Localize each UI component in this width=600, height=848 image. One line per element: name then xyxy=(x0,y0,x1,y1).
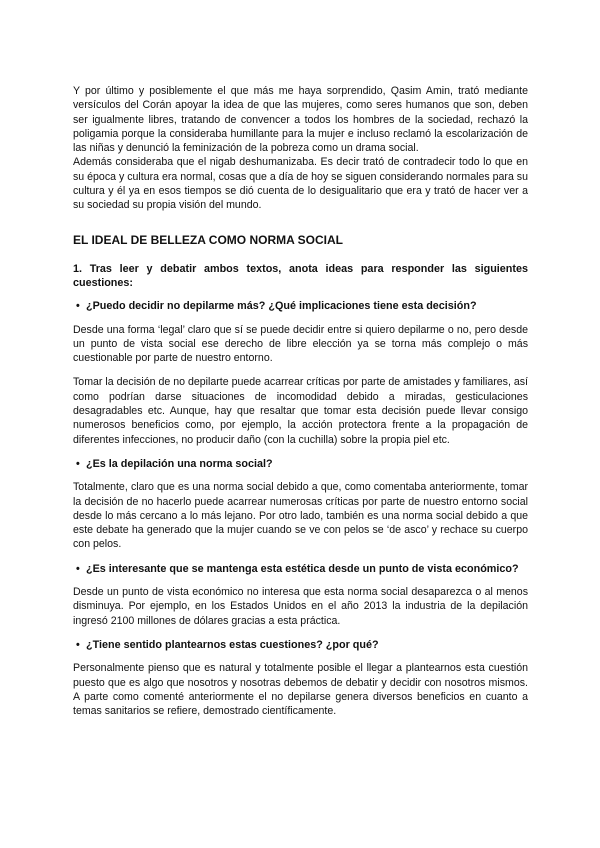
bullet-icon: • xyxy=(76,300,80,313)
answer-paragraph: Totalmente, claro que es una norma social debido a que, como comentaba anteriormente, tomar la decisión de no hacerlo puede acarrear numerosas críticas por parte de nuestro entorno social desde lo más cercano a lo más lejano. Por otro lado, también es una norma social debido a que este debate ha generado que la mujer cuando se ve con pelos se ‘de asco’ y rechace su cuerpo con pelos. xyxy=(73,481,528,551)
answer-paragraph: Tomar la decisión de no depilarte puede acarrear críticas por parte de amistades y familiares, así como podrían darse situaciones de incomodidad debido a miradas, gesticulaciones desagradables etc. Aunque, hay que resaltar que tomar esta decisión puede llevar consigo numerosos beneficios como, por ejemplo, la acción protectora frente a la propagación de diferentes infecciones, no producir daño (con la cuchilla) sobre la propia piel etc. xyxy=(73,376,528,446)
question-text: ¿Puedo decidir no depilarme más? ¿Qué implicaciones tiene esta decisión? xyxy=(86,300,477,313)
bullet-icon: • xyxy=(76,638,80,651)
question-text: ¿Tiene sentido plantearnos estas cuestiones? ¿por qué? xyxy=(86,638,379,651)
question-text: ¿Es la depilación una norma social? xyxy=(86,457,273,470)
answer-paragraph: Desde un punto de vista económico no interesa que esta norma social desaparezca o al menos disminuya. Por ejemplo, en los Estados Unidos en el año 2013 la industria de la depilación ingresó 2100 millones de dólares gracias a esta práctica. xyxy=(73,586,528,627)
question-item xyxy=(73,638,528,652)
answer-paragraph: Desde una forma ‘legal’ claro que sí se puede decidir entre si quiero depilarme o no, pero desde un punto de vista social ese derecho de libre elección ya se torna más complejo o más cuestionable por parte de nuestro entorno. xyxy=(73,323,528,365)
answer-paragraph: Personalmente pienso que es natural y totalmente posible el llegar a plantearnos esta cuestión puesto que es algo que nosotros y nosotras debemos de debatir y decidir con nosotros mismos. A parte como comenté anteriormente el no depilarse genera diversos beneficios en cuanto a temas sanitarios se refiere, demostrado científicamente. xyxy=(73,662,528,718)
question-item xyxy=(73,562,528,576)
question-item xyxy=(73,457,528,471)
intro-paragraph-2: Además consideraba que el nigab deshumanizaba. Es decir trató de contradecir todo lo que en su época y cultura era normal, cosas que a día de hoy se siguen considerando normales para su cultura y él ya en esos tiempos se dió cuenta de lo desigualitario que era y trató de hacer ver a su sociedad su propia visión del mundo. xyxy=(73,156,528,212)
question-text: ¿Es interesante que se mantenga esta estética desde un punto de vista económico? xyxy=(86,562,519,575)
main-question: 1. Tras leer y debatir ambos textos, anota ideas para responder las siguientes cuestiones: xyxy=(73,262,528,289)
section-title: EL IDEAL DE BELLEZA COMO NORMA SOCIAL xyxy=(73,232,344,247)
intro-paragraph-1: Y por último y posiblemente el que más me haya sorprendido, Qasim Amin, trató mediante versículos del Corán apoyar la idea de que las mujeres, como seres humanos que son, deben ser igualmente libres, tratando de convencer a todos los hombres de la sociedad, rechazó la poligamia porque la consideraba humillante para la mujer e incluso reclamó la escolarización de las niñas y denunció la feminización de la pobreza como un drama social. xyxy=(73,85,528,155)
bullet-icon: • xyxy=(76,562,80,575)
question-item xyxy=(73,299,528,313)
document-page xyxy=(73,84,528,728)
bullet-icon: • xyxy=(76,457,80,470)
